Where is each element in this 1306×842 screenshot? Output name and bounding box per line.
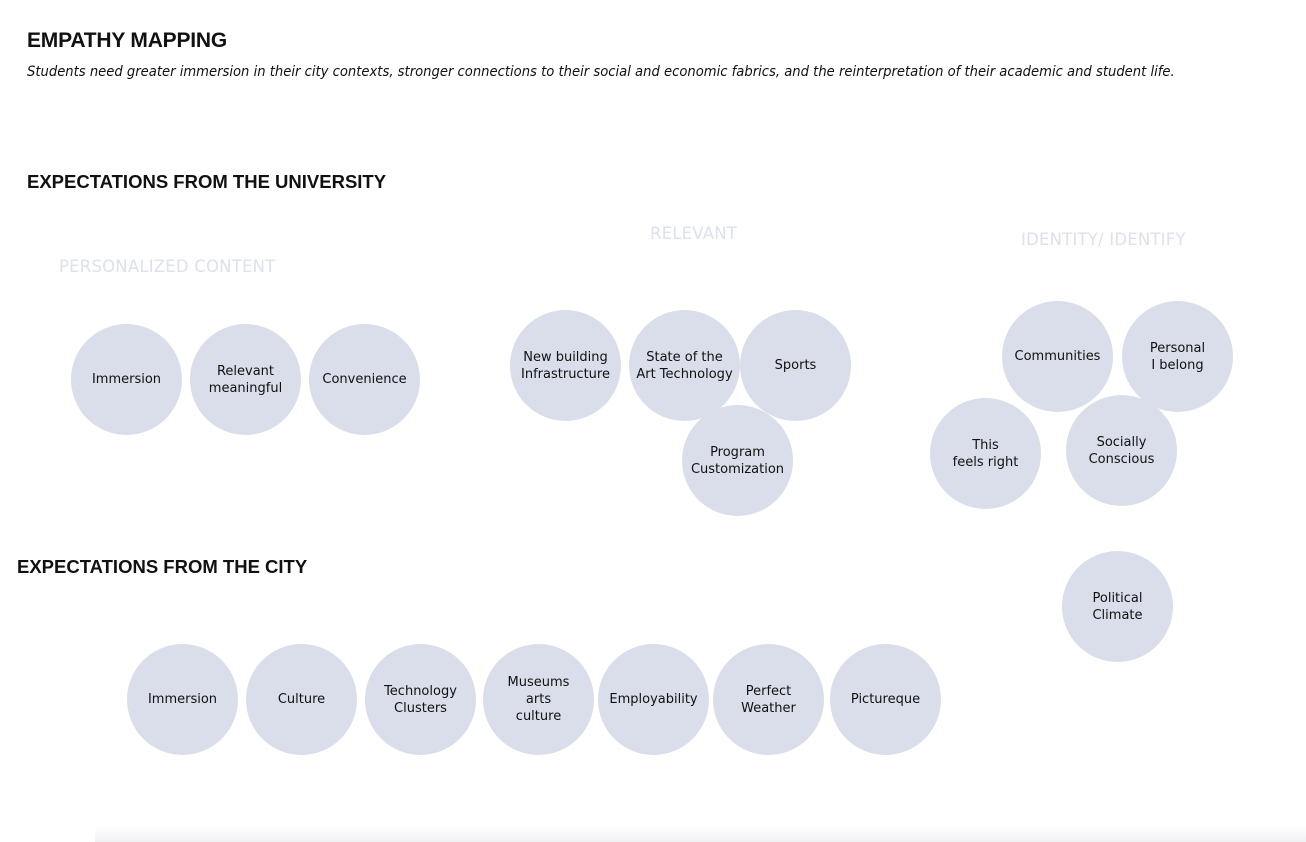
bubble-label: Political Climate bbox=[1092, 590, 1143, 623]
cluster-label-personalized: PERSONALIZED CONTENT bbox=[59, 257, 276, 276]
bubble-political-climate bbox=[1062, 551, 1173, 662]
section-heading-university: EXPECTATIONS FROM THE UNIVERSITY bbox=[27, 171, 387, 192]
cluster-label-identity: IDENTITY/ IDENTIFY bbox=[1021, 230, 1186, 249]
bubble-culture bbox=[246, 644, 357, 755]
bubble-label: New building Infrastructure bbox=[521, 349, 610, 382]
bubble-label: Technology Clusters bbox=[384, 683, 457, 716]
bubble-label: Socially Conscious bbox=[1088, 434, 1155, 467]
bubble-immersion bbox=[71, 324, 182, 435]
bubble-this-feels-right bbox=[930, 398, 1041, 509]
bubble-label: Culture bbox=[277, 692, 326, 707]
bubble-new-building-infrastructure bbox=[510, 310, 621, 421]
page-subtitle: Students need greater immersion in their city contexts, stronger connections to their social and economic fabrics, and the reinterpretation of their academic and student life. bbox=[27, 64, 1175, 80]
bubble-pictureque bbox=[830, 644, 941, 755]
bubble-label: Program Customization bbox=[690, 444, 785, 477]
bubble-label: Sports bbox=[774, 358, 817, 373]
section-heading-city: EXPECTATIONS FROM THE CITY bbox=[17, 556, 308, 577]
bubble-label: Personal I belong bbox=[1149, 340, 1206, 373]
bubble-convenience bbox=[309, 324, 420, 435]
cluster-label-relevant: RELEVANT bbox=[650, 224, 738, 243]
bubble-label: Pictureque bbox=[850, 692, 921, 707]
bubble-relevant-meaningful bbox=[190, 324, 301, 435]
bubble-sports bbox=[740, 310, 851, 421]
bubble-label: This feels right bbox=[952, 437, 1019, 470]
bubble-employability bbox=[598, 644, 709, 755]
page-title: EMPATHY MAPPING bbox=[27, 29, 228, 52]
bubble-communities bbox=[1002, 301, 1113, 412]
bubble-label: Museums arts culture bbox=[507, 675, 570, 724]
bubble-label: Convenience bbox=[322, 372, 407, 387]
bubble-label: Employability bbox=[609, 692, 698, 707]
bubble-label: Immersion bbox=[91, 372, 162, 387]
bubble-technology-clusters bbox=[365, 644, 476, 755]
bubble-label: State of the Art Technology bbox=[636, 349, 733, 382]
bubble-personal-i-belong bbox=[1122, 301, 1233, 412]
bubble-label: Perfect Weather bbox=[741, 683, 796, 716]
bubble-city-immersion bbox=[127, 644, 238, 755]
bubble-label: Immersion bbox=[147, 692, 218, 707]
bubble-state-of-the-art-technology bbox=[629, 310, 740, 421]
bubble-museums-arts-culture bbox=[483, 644, 594, 755]
footer-shadow bbox=[95, 826, 1306, 842]
bubble-perfect-weather bbox=[713, 644, 824, 755]
bubble-label: Relevant meaningful bbox=[208, 363, 283, 396]
bubble-socially-conscious bbox=[1066, 395, 1177, 506]
bubble-label: Communities bbox=[1014, 349, 1101, 364]
bubble-program-customization bbox=[682, 405, 793, 516]
